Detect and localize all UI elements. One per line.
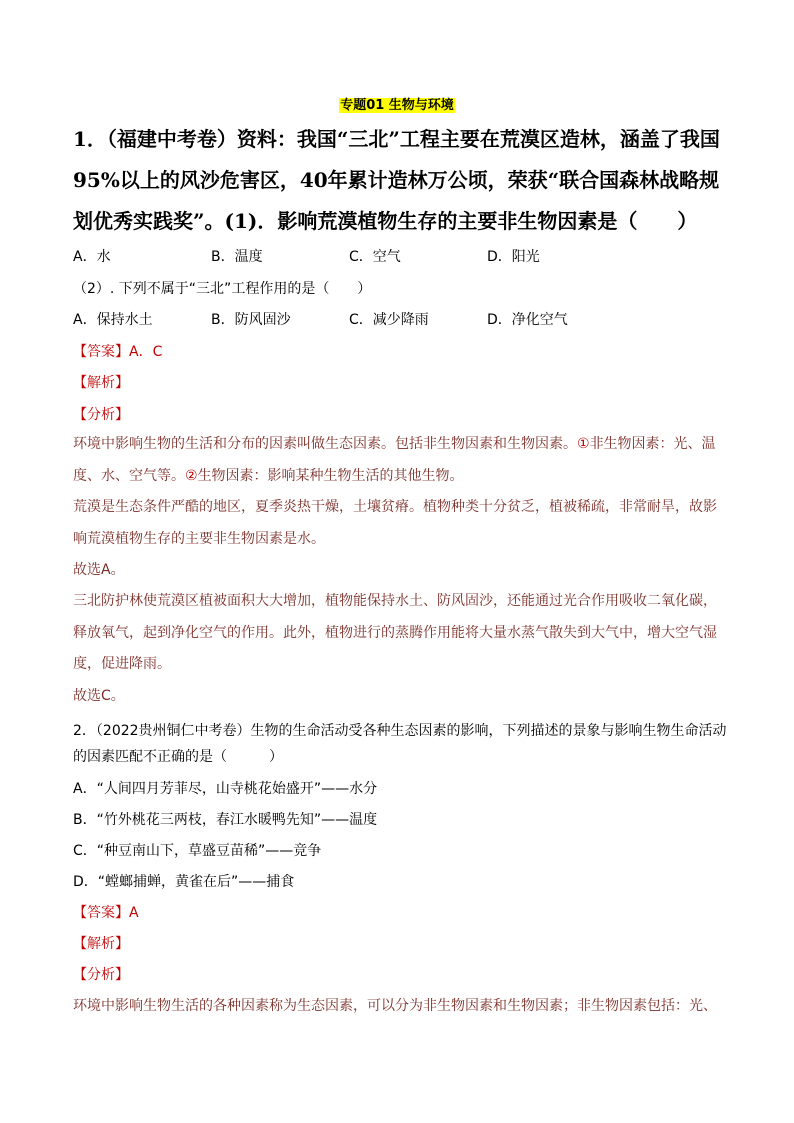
question-2-stem-line-2: 的因素匹配不正确的是（ ） [73,749,283,765]
q2-jiexi-label: 【解析】 [73,936,129,952]
q1-option-c: C．空气 [349,249,401,265]
q1-jiexi-label: 【解析】 [73,375,129,391]
q1-sub2-option-a: A．保持水土 [73,312,153,328]
question-2-stem-line-1: 2．（2022贵州铜仁中考卷）生物的生命活动受各种生态因素的影响，下列描述的景象与影响生物生命活动 [73,723,727,739]
q2-analysis-paragraph-1: 环境中影响生物生活的各种因素称为生态因素，可以分为非生物因素和生物因素；非生物因素包括：光、 [73,998,717,1014]
q2-option-b: B．“竹外桃花三两枝，春江水暖鸭先知”——温度 [73,812,378,828]
q1-analysis-paragraph-2: 荒漠是生态条件严酷的地区，夏季炎热干燥，土壤贫瘠。植物种类十分贫乏，植被稀疏，非常耐旱，故影响荒漠植物生存的主要非生物因素是水。 [73,499,717,547]
page-title: 专题01 生物与环境 [340,98,454,113]
q2-answer: 【答案】A [73,905,139,921]
q1-analysis-paragraph-1: 环境中影响生物的生活和分布的因素叫做生态因素。包括非生物因素和生物因素。①非生物因素：光、温度、水、空气等。②生物因素：影响某种生物生活的其他生物。 [73,436,716,484]
q1-analysis-paragraph-4: 三北防护林使荒漠区植被面积大大增加，植物能保持水土、防风固沙，还能通过光合作用吸收二氧化碳，释放氧气，起到净化空气的作用。此外，植物进行的蒸腾作用能将大量水蒸气散失到大气中，增大空气湿度，促进降雨。 [73,593,717,672]
q1-sub2-option-d: D．净化空气 [487,312,568,328]
question-1-stem: 1．（福建中考卷）资料：我国“三北”工程主要在荒漠区造林，涵盖了我国95%以上的风沙危害区，40年累计造林万公顷，荣获“联合国森林战略规划优秀实践奖”。(1)．影响荒漠植物生存的主要非生物因素是（ ） [73,127,720,233]
q1-analysis-paragraph-5: 故选C。 [73,688,125,704]
q2-option-d: D．“螳螂捕蝉，黄雀在后”——捕食 [73,874,295,890]
q1-sub2-option-c: C．减少降雨 [349,312,429,328]
q2-option-c: C．“种豆南山下，草盛豆苗稀”——竞争 [73,843,322,859]
q1-sub2-option-b: B．防风固沙 [211,312,291,328]
q1-option-d: D．阳光 [487,249,540,265]
q1-answer: 【答案】A．C [73,344,163,360]
q1-subquestion-2: （2）. 下列不属于“三北”工程作用的是（ ） [73,281,372,297]
q1-option-b: B．温度 [211,249,263,265]
q2-fenxi-label: 【分析】 [73,967,129,983]
q2-option-a: A．“人间四月芳菲尽，山寺桃花始盛开”——水分 [73,781,378,797]
q1-option-a: A．水 [73,249,111,265]
q1-fenxi-label: 【分析】 [73,407,129,423]
q1-analysis-paragraph-3: 故选A。 [73,562,125,578]
